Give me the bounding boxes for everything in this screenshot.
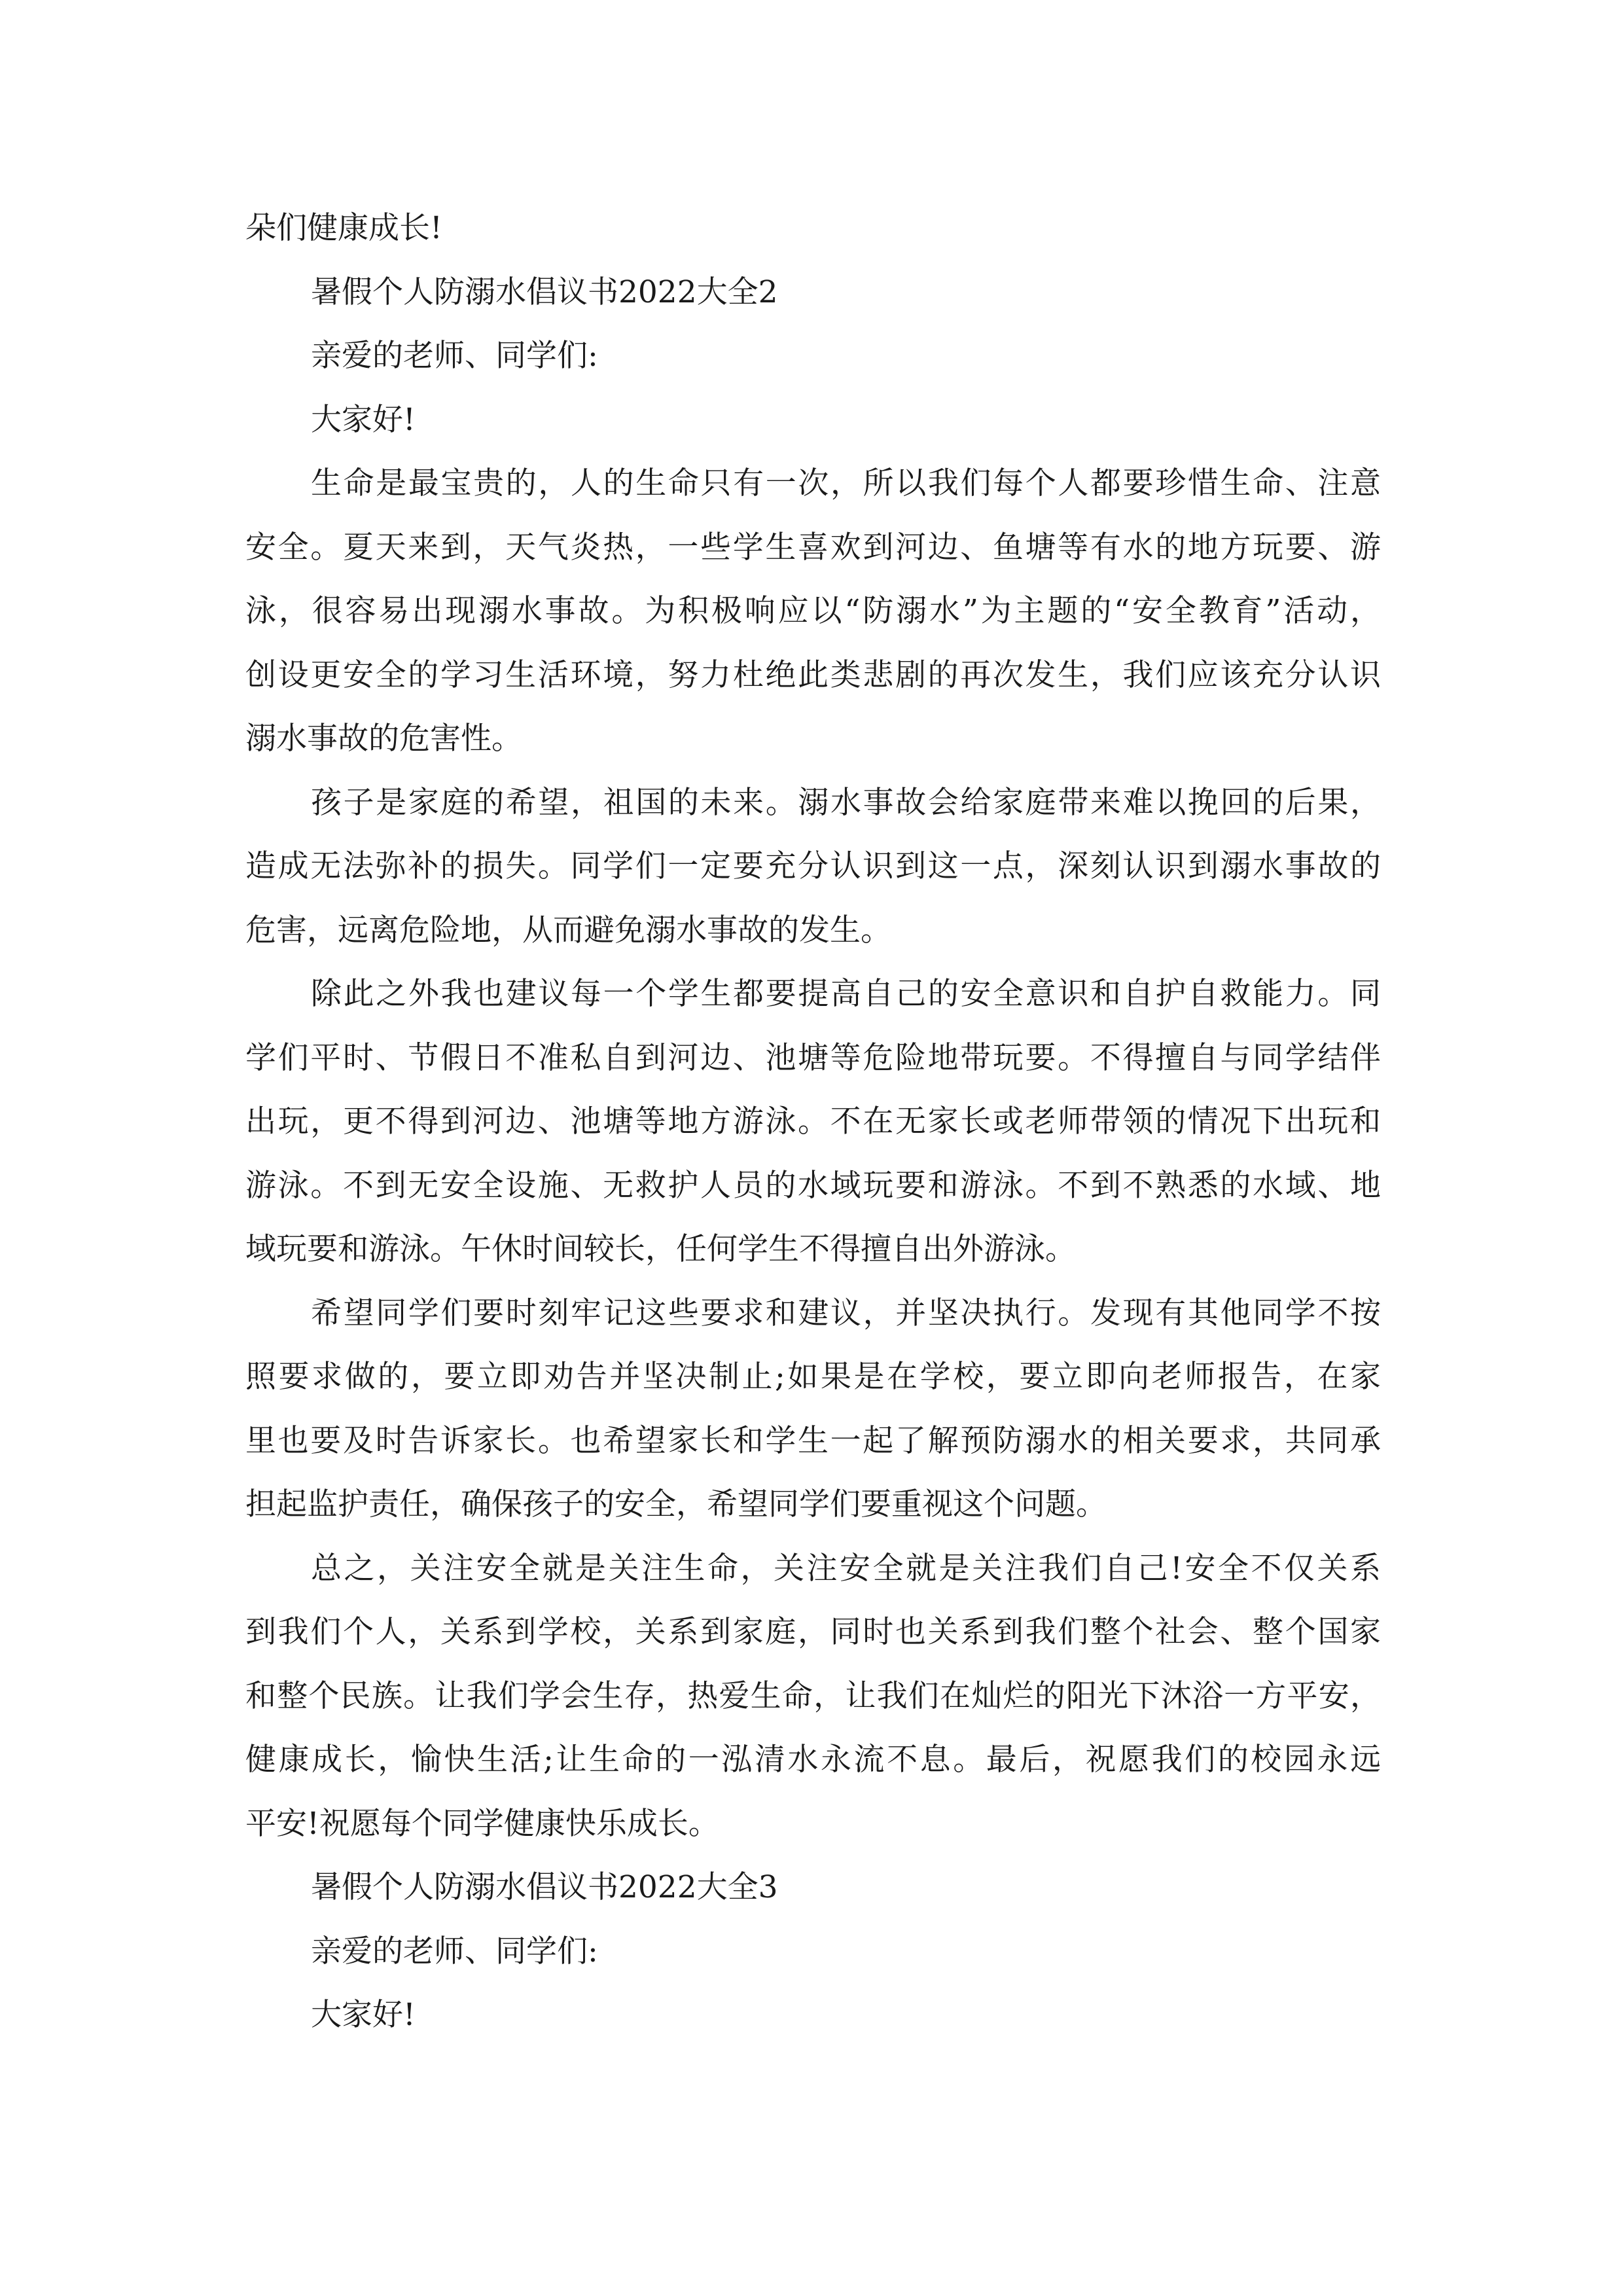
paragraph <box>245 771 1381 963</box>
text-line: 出玩，更不得到河边、池塘等地方游泳。不在无家长或老师带领的情况下出玩和 <box>245 1103 1381 1139</box>
text-line: 危害，远离危险地，从而避免溺水事故的发生。 <box>245 912 891 948</box>
text-line: 大家好! <box>311 1997 416 2033</box>
text-line: 照要求做的，要立即劝告并坚决制止;如果是在学校，要立即向老师报告，在家 <box>245 1359 1381 1395</box>
text-line: 游泳。不到无安全设施、无救护人员的水域玩要和游泳。不到不熟悉的水域、地 <box>245 1167 1381 1204</box>
text-line: 孩子是家庭的希望，祖国的未来。溺水事故会给家庭带来难以挽回的后果， <box>311 784 1381 821</box>
paragraph <box>245 452 1381 771</box>
paragraph <box>245 1537 1381 1856</box>
document-body <box>245 196 1381 2047</box>
text-line: 学们平时、节假日不准私自到河边、池塘等危险地带玩要。不得擅自与同学结伴 <box>245 1039 1381 1076</box>
text-line: 泳，很容易出现溺水事故。为积极响应以“防溺水”为主题的“安全教育”活动， <box>245 593 1381 629</box>
text-line: 造成无法弥补的损失。同学们一定要充分认识到这一点，深刻认识到溺水事故的 <box>245 848 1381 884</box>
text-line: 健康成长，愉快生活;让生命的一泓清水永流不息。最后，祝愿我们的校园永远 <box>245 1742 1381 1778</box>
text-line: 到我们个人，关系到学校，关系到家庭，同时也关系到我们整个社会、整个国家 <box>245 1614 1381 1650</box>
text-line: 担起监护责任，确保孩子的安全，希望同学们要重视这个问题。 <box>245 1486 1107 1522</box>
text-line: 除此之外我也建议每一个学生都要提高自己的安全意识和自护自救能力。同 <box>311 976 1381 1012</box>
text-line: 域玩要和游泳。午休时间较长，任何学生不得擅自出外游泳。 <box>245 1231 1076 1267</box>
text-line: 亲爱的老师、同学们: <box>311 1933 598 1969</box>
text-line: 亲爱的老师、同学们: <box>311 338 598 374</box>
text-line: 安全。夏天来到，天气炎热，一些学生喜欢到河边、鱼塘等有水的地方玩要、游 <box>245 529 1381 565</box>
text-line: 大家好! <box>311 401 416 438</box>
text-line: 生命是最宝贵的，人的生命只有一次，所以我们每个人都要珍惜生命、注意 <box>311 465 1381 501</box>
text-line: 总之，关注安全就是关注生命，关注安全就是关注我们自己!安全不仅关系 <box>311 1550 1381 1587</box>
paragraph <box>245 1856 1381 1920</box>
text-line: 里也要及时告诉家长。也希望家长和学生一起了解预防溺水的相关要求，共同承 <box>245 1422 1381 1459</box>
text-line: 暑假个人防溺水倡议书2022大全2 <box>311 274 778 310</box>
paragraph <box>245 962 1381 1282</box>
text-line: 暑假个人防溺水倡议书2022大全3 <box>311 1869 778 1905</box>
text-line: 溺水事故的危害性。 <box>245 721 522 757</box>
paragraph <box>245 260 1381 325</box>
text-line: 朵们健康成长! <box>245 210 442 246</box>
paragraph <box>245 1983 1381 2047</box>
paragraph <box>245 1282 1381 1537</box>
paragraph <box>245 1920 1381 1984</box>
paragraph <box>245 388 1381 452</box>
text-line: 创设更安全的学习生活环境，努力杜绝此类悲剧的再次发生，我们应该充分认识 <box>245 656 1381 693</box>
text-line: 和整个民族。让我们学会生存，热爱生命，让我们在灿烂的阳光下沐浴一方平安， <box>245 1677 1381 1714</box>
text-line: 平安!祝愿每个同学健康快乐成长。 <box>245 1805 719 1842</box>
text-line: 希望同学们要时刻牢记这些要求和建议，并坚决执行。发现有其他同学不按 <box>311 1295 1381 1331</box>
paragraph <box>245 324 1381 388</box>
paragraph <box>245 196 1381 260</box>
